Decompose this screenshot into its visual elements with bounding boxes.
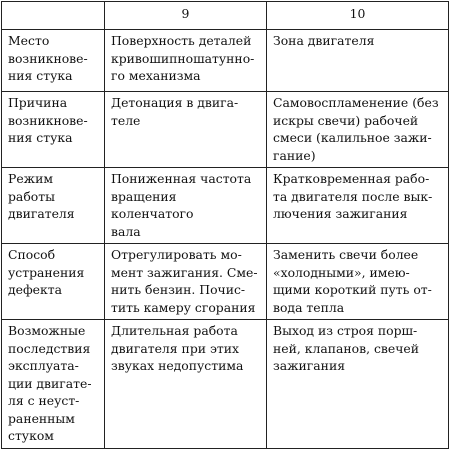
header-cell-col9: 9 <box>105 2 267 30</box>
header-cell-col10: 10 <box>267 2 449 30</box>
row-label: Возможные последствия эксплуата- ции двигате- ля с неуст- раненным стуком <box>2 320 105 449</box>
row-label: Причина возникнове- ния стука <box>2 92 105 168</box>
cell-col10: Выход из строя порш- ней, клапанов, свечей зажигания <box>267 320 449 449</box>
table-row <box>2 320 449 449</box>
row-label: Место возникнове- ния стука <box>2 30 105 92</box>
table-row <box>2 244 449 320</box>
cell-col10: Зона двигателя <box>267 30 449 92</box>
table-row <box>2 30 449 92</box>
cell-col9: Отрегулировать мо- мент зажигания. Сме- нить бензин. Почис- тить камеру сгорания <box>105 244 267 320</box>
header-row <box>2 2 449 30</box>
cell-col9: Длительная работа двигателя при этих звуках недопустима <box>105 320 267 449</box>
table-row <box>2 168 449 244</box>
row-label: Режим работы двигателя <box>2 168 105 244</box>
row-label: Способ устранения дефекта <box>2 244 105 320</box>
cell-col9: Пониженная частота вращения коленчатого вала <box>105 168 267 244</box>
table-row <box>2 92 449 168</box>
cell-col10: Самовоспламенение (без искры свечи) рабочей смеси (калильное зажи- гание) <box>267 92 449 168</box>
cell-col9: Детонация в двига- теле <box>105 92 267 168</box>
engine-knock-table <box>1 1 449 449</box>
cell-col9: Поверхность деталей кривошипношатунно- го механизма <box>105 30 267 92</box>
cell-col10: Кратковременная рабо- та двигателя после вык- лючения зажигания <box>267 168 449 244</box>
cell-col10: Заменить свечи более «холодными», имею- щими короткий путь от- вода тепла <box>267 244 449 320</box>
header-cell-blank <box>2 2 105 30</box>
